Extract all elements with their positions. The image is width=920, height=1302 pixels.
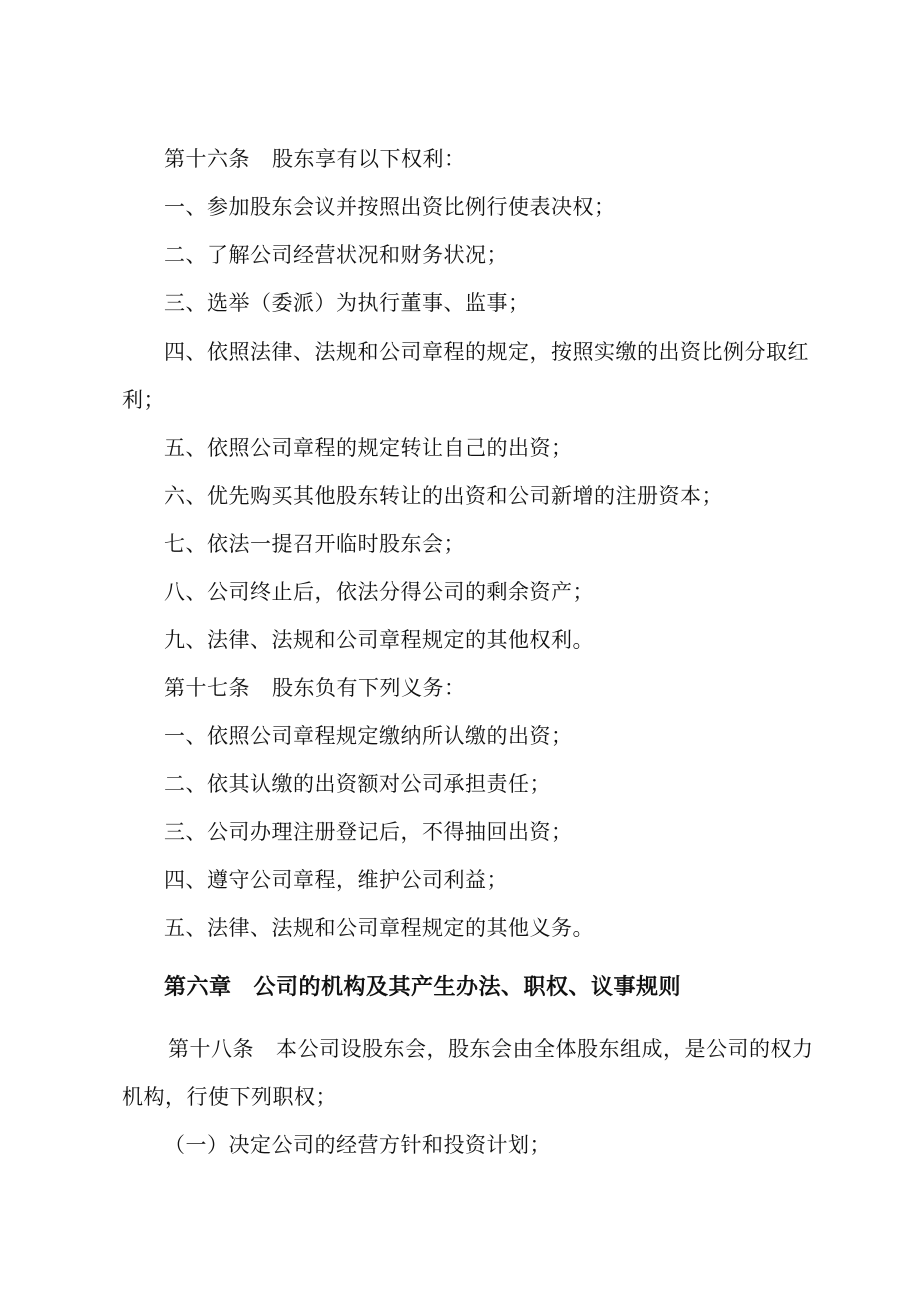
article-16-item-8: 八、公司终止后，依法分得公司的剩余资产； xyxy=(164,580,594,604)
article-16-item-1: 一、参加股东会议并按照出资比例行使表决权； xyxy=(164,195,616,219)
article-17-item-5: 五、法律、法规和公司章程规定的其他义务。 xyxy=(164,916,594,940)
article-16-title: 股东享有以下权利： xyxy=(272,147,466,171)
article-18-line-1 xyxy=(168,1035,814,1063)
article-16-item-2: 二、了解公司经营状况和财务状况； xyxy=(164,243,508,267)
chapter-6-label: 第六章 xyxy=(164,974,232,1000)
chapter-6-title: 公司的机构及其产生办法、职权、议事规则 xyxy=(253,974,682,1000)
article-17-number: 第十七条 xyxy=(164,676,250,700)
article-18-item-1: （一）决定公司的经营方针和投资计划； xyxy=(164,1133,551,1157)
article-17-title: 股东负有下列义务： xyxy=(272,676,466,700)
article-16-item-3: 三、选举（委派）为执行董事、监事； xyxy=(164,291,530,315)
chapter-6-heading xyxy=(164,973,681,1001)
article-16-item-5: 五、依照公司章程的规定转让自己的出资； xyxy=(164,436,573,460)
article-16-item-9: 九、法律、法规和公司章程规定的其他权利。 xyxy=(164,628,594,652)
article-16-item-7: 七、依法一提召开临时股东会； xyxy=(164,532,465,556)
article-16-item-4: 四、依照法律、法规和公司章程的规定，按照实缴的出资比例分取红 xyxy=(164,340,809,364)
article-18-line-2: 机构，行使下列职权； xyxy=(122,1085,337,1109)
article-18-number: 第十八条 xyxy=(168,1037,254,1061)
article-17-item-2: 二、依其认缴的出资额对公司承担责任； xyxy=(164,772,551,796)
article-17-item-1: 一、依照公司章程规定缴纳所认缴的出资； xyxy=(164,724,573,748)
article-16-item-4-cont: 利； xyxy=(122,388,165,412)
article-16-number: 第十六条 xyxy=(164,147,250,171)
article-16-heading xyxy=(164,145,466,173)
article-17-heading xyxy=(164,674,466,702)
article-16-item-6: 六、优先购买其他股东转让的出资和公司新增的注册资本； xyxy=(164,484,723,508)
article-17-item-4: 四、遵守公司章程，维护公司利益； xyxy=(164,868,508,892)
article-18-text-1: 本公司设股东会，股东会由全体股东组成，是公司的权力 xyxy=(276,1037,814,1061)
article-17-item-3: 三、公司办理注册登记后，不得抽回出资； xyxy=(164,820,573,844)
